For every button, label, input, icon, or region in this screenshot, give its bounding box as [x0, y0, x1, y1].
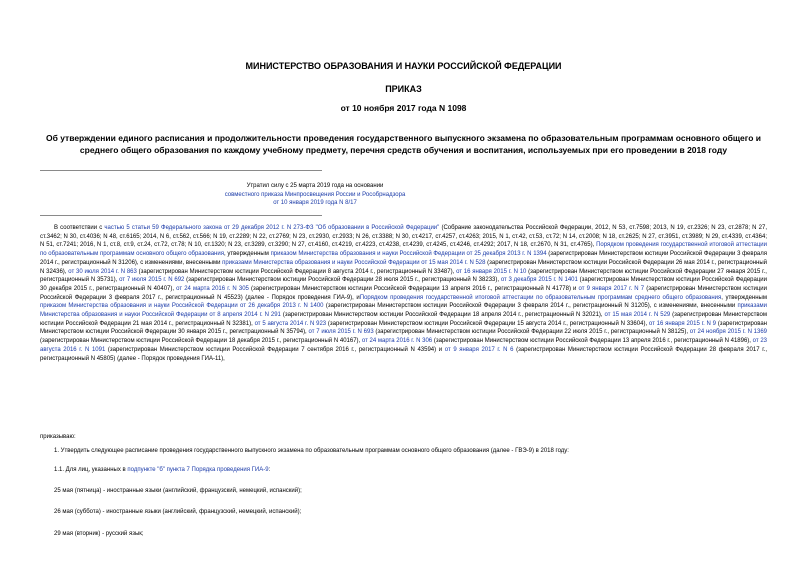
- order-link[interactable]: приказами Министерства образования и науки Российской Федерации от 15 мая 2014 г. N 528: [222, 259, 486, 266]
- preamble-text: (зарегистрирован Министерством юстиции Российской Федерации 30 января 2015 г., регистрационный N 35794),: [40, 320, 767, 336]
- order-link[interactable]: от 23 августа 2016 г. N 1091: [40, 338, 767, 353]
- preamble-text: (зарегистрирован Министерством юстиции Российской Федерации 13 апреля 2016 г., регистрационный N 41778) и: [248, 285, 579, 292]
- divider-bottom: [40, 215, 322, 216]
- orders-intro: приказываю:: [40, 434, 76, 440]
- schedule-day: 25 мая (пятница) - иностранные языки (английский, французский, немецкий, испанский);: [54, 488, 302, 494]
- status-note-text: Утратил силу с 25 марта 2019 года на основании: [246, 183, 384, 189]
- order-link[interactable]: от 7 июля 2015 г. N 692: [119, 277, 185, 284]
- preamble-text: (зарегистрирован Министерством юстиции Российской Федерации 3 февраля 2014 г., регистрационный N 31205), с изменениями, внесенными: [323, 303, 738, 310]
- order-link[interactable]: от 30 июля 2014 г. N 863: [68, 268, 137, 275]
- preamble-text: (зарегистрирован Министерством юстиции Российской Федерации 8 августа 2014 г., регистрационный N 33487),: [136, 268, 457, 275]
- order-item-1-1: [54, 466, 767, 475]
- preamble-text: (зарегистрирован Министерством юстиции Российской Федерации 22 июля 2015 г., регистрационный N 38125),: [373, 329, 690, 336]
- preamble-text: (зарегистрирован Министерством юстиции Российской Федерации 3 февраля 2017 г., регистрационный N 45523) (далее - Порядок проведения ГИА-9), и: [40, 285, 768, 301]
- order-item-1-1-text: :: [268, 467, 271, 473]
- document-type: ПРИКАЗ: [385, 84, 422, 94]
- order-link[interactable]: от 9 января 2017 г. N 6: [444, 346, 514, 353]
- order-link[interactable]: приказом Министерства образования и науки Российской Федерации от 25 декабря 2013 г. N 1394: [270, 251, 547, 258]
- order-link[interactable]: от 16 января 2015 г. N 9: [648, 320, 717, 327]
- preamble-text: (зарегистрирован Министерством юстиции Российской Федерации 26 мая 2014 г., регистрационный N 32436),: [40, 259, 768, 275]
- preamble-text: (зарегистрирован Министерством юстиции Российской Федерации 27 января 2015 г., регистрационный N 35731),: [40, 268, 767, 284]
- order-item-1: 1. Утвердить следующее расписание проведения государственного выпускного экзамена по образовательным программам основного общего образования (далее - ГВЭ-9) в 2018 году:: [54, 448, 569, 454]
- subparagraph-link[interactable]: подпункте "б" пункта 7 Порядка проведения ГИА-9: [127, 467, 269, 473]
- preamble-text: (зарегистрирован Министерством юстиции Российской Федерации 13 апреля 2016 г., регистрационный N 41896),: [432, 338, 753, 345]
- order-link[interactable]: от 9 января 2017 г. N 7: [578, 285, 645, 292]
- status-note: [150, 182, 480, 208]
- preamble-text: , утвержденным: [721, 294, 767, 301]
- order-link[interactable]: от 16 января 2015 г. N 10: [456, 268, 527, 275]
- preamble-text: (Собрание законодательства Российской Федерации, 2012, N 53, ст.7598; 2013, N 19, ст.2326; N 23, ст.2878; N 27, ст.3462; N 30, ст.4036; N 48, ст.6165; 2014, N 6, ст.562, ст.566; N 19, ст.2289; N 22, ст.2769; N 23, ст.2930, ст.2933; N 26, ст.3388; N 30, ст.4217, ст.4257, ст.4263; 2015, N 1, ст.42, ст.53, ст.72; N 14, ст.2008; N 18, ст.2625; N 27, ст.3951, ст.3989; N 29, ст.4339, ст.4364; N 51, ст.7241; 2016, N 1, ст.8, ст.9, ст.24, ст.72, ст.78; N 10, ст.1320; N 23, ст.3289, ст.3290; N 27, ст.4160, ст.4219, ст.4223, ст.4238, ст.4239, ст.4245, ст.4246, ст.4292; 2017, N 18, ст.2670, N 31, ст.4765),: [40, 225, 768, 249]
- preamble-text: (зарегистрирован Министерством юстиции Российской Федерации 18 декабря 2015 г., регистрационный N 40167),: [40, 338, 362, 345]
- status-note-link-date[interactable]: от 10 января 2019 года N 8/17: [273, 200, 357, 206]
- divider-top: [40, 170, 322, 171]
- order-link[interactable]: от 15 мая 2014 г. N 529: [604, 312, 671, 319]
- preamble-text: (зарегистрирован Министерством юстиции Российской Федерации 30 декабря 2015 г., регистрационный N 40407),: [40, 277, 767, 292]
- preamble-text: (зарегистрирован Министерством юстиции Российской Федерации 15 августа 2014 г., регистрационный N 33604),: [326, 320, 649, 327]
- document-title: Об утверждении единого расписания и продолжительности проведения государственного выпускного экзамена по образовательным программам основного общего и среднего общего образования по каждому учебному предмету, перечня средств обучения и воспитания, используемых при его проведении в 2018 году: [45, 133, 761, 155]
- preamble-text: (зарегистрирован Министерством юстиции Российской Федерации 3 февраля 2014 г., регистрационный N 31206), с изменениями, внесенными: [40, 251, 768, 266]
- order-link[interactable]: от 24 марта 2016 г. N 306: [361, 338, 433, 345]
- preamble-text: , утвержденным: [223, 251, 271, 258]
- order-link[interactable]: приказами Министерства образования и науки Российской Федерации от 8 апреля 2014 г. N 291: [40, 303, 768, 319]
- preamble-text: В соответствии с: [54, 225, 105, 231]
- order-link[interactable]: приказом Министерства образования и науки Российской Федерации от 26 декабря 2013 г. N 1400: [40, 303, 324, 310]
- order-item-1-1-text: 1.1. Для лиц, указанных в: [54, 467, 128, 473]
- order-link[interactable]: от 7 июля 2015 г. N 693: [308, 329, 374, 336]
- order-link[interactable]: от 24 марта 2016 г. N 305: [176, 285, 249, 292]
- law-link[interactable]: частью 5 статьи 59 Федерального закона от 29 декабря 2012 г. N 273-ФЗ "Об образовании в Российской Федерации": [104, 225, 440, 231]
- procedure-gia11-link[interactable]: Порядком проведения государственной итоговой аттестации по образовательным программам среднего общего образования: [359, 294, 722, 301]
- document-date-number: от 10 ноября 2017 года N 1098: [340, 103, 467, 113]
- preamble-text: (зарегистрирован Министерством юстиции Российской Федерации 28 июля 2015 г., регистрационный N 38233),: [184, 277, 501, 284]
- schedule-day: 29 мая (вторник) - русский язык;: [54, 531, 144, 537]
- preamble-text: (зарегистрирован Министерством юстиции Российской Федерации 21 мая 2014 г., регистрационный N 32381),: [40, 312, 767, 327]
- order-link[interactable]: от 3 декабря 2015 г. N 1401: [500, 277, 578, 284]
- preamble-text: (зарегистрирован Министерством юстиции Российской Федерации 7 сентября 2016 г., регистрационный N 43594) и: [105, 346, 445, 353]
- order-link[interactable]: от 24 ноября 2015 г. N 1369: [689, 329, 768, 336]
- preamble-paragraph: [40, 224, 767, 363]
- schedule-day: 26 мая (суббота) - иностранные языки (английский, французский, немецкий, испанский);: [54, 509, 302, 515]
- procedure-gia9-link[interactable]: Порядком проведения государственной итоговой аттестации по образовательным программам основного общего образования: [40, 242, 767, 258]
- preamble-text: (зарегистрирован Министерством юстиции Российской Федерации 28 февраля 2017 г., регистрационный N 45805) (далее - Порядок проведения ГИА-11),: [40, 346, 767, 362]
- status-note-link-order[interactable]: совместного приказа Минпросвещения России и Рособрнадзора: [224, 191, 406, 198]
- preamble-text: (зарегистрирован Министерством юстиции Российской Федерации 18 апреля 2014 г., регистрационный N 32021),: [280, 312, 605, 319]
- order-link[interactable]: от 5 августа 2014 г. N 923: [254, 320, 327, 327]
- ministry-heading: МИНИСТЕРСТВО ОБРАЗОВАНИЯ И НАУКИ РОССИЙСКОЙ ФЕДЕРАЦИИ: [245, 61, 562, 71]
